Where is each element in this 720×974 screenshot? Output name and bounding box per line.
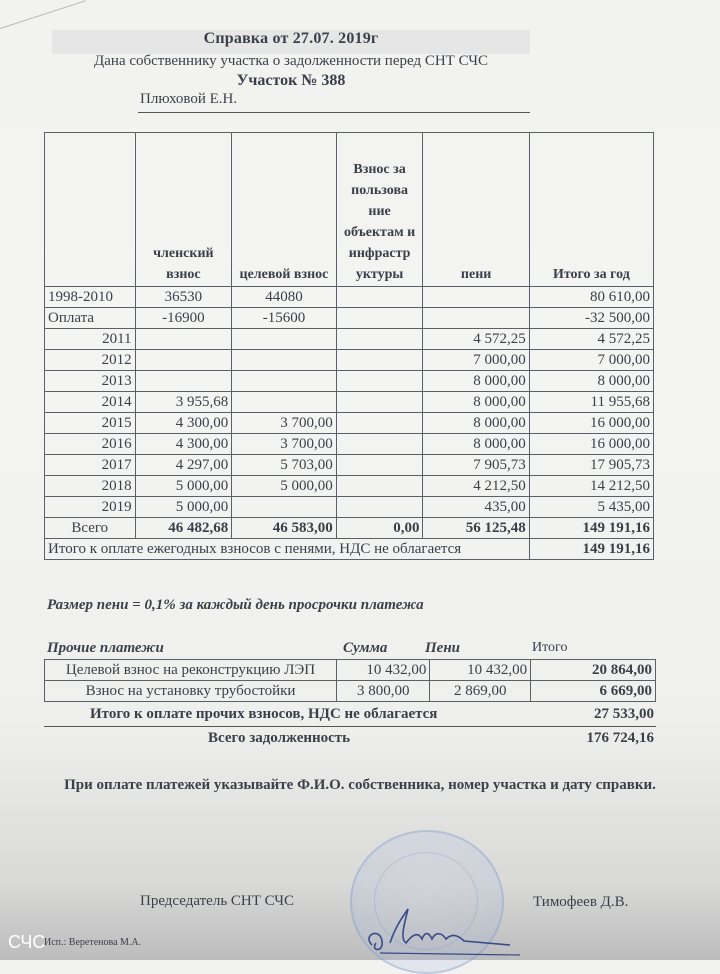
cell-infrastructure-fee [336, 371, 423, 392]
paper-edge-line [0, 0, 86, 29]
other-payment-total: 20 864,00 [531, 660, 656, 681]
debt-table-row [45, 287, 654, 308]
cell-member-fee: -16900 [135, 308, 232, 329]
other-payment-total: 6 669,00 [531, 681, 656, 702]
cell-infrastructure-fee [336, 329, 423, 350]
col-penalty: пени [423, 133, 529, 287]
cell-target-fee [232, 329, 336, 350]
penalty-note: Размер пени = 0,1% за каждый день просрочки платежа [47, 597, 424, 613]
row-period: 2014 [45, 392, 136, 413]
cell-target-fee: 44080 [232, 287, 336, 308]
cell-member-fee: 36530 [135, 287, 232, 308]
totals-member: 46 482,68 [135, 518, 232, 539]
cell-infrastructure-fee [336, 434, 423, 455]
other-payment-sum: 10 432,00 [337, 660, 430, 681]
other-col-sum: Сумма [343, 640, 388, 656]
cell-penalty: 8 000,00 [423, 434, 529, 455]
cell-infrastructure-fee [336, 497, 423, 518]
debt-table-row [45, 308, 654, 329]
debt-table [44, 132, 654, 560]
row-period: 2018 [45, 476, 136, 497]
col-period [45, 133, 136, 287]
col-infrastructure-fee: Взнос за пользова ние объектам и инфрастр уктуры [336, 133, 423, 287]
cell-infrastructure-fee [336, 392, 423, 413]
cell-infrastructure-fee [336, 413, 423, 434]
grand-total-label: Всего задолженность [208, 730, 351, 746]
cell-year-total: 16 000,00 [529, 434, 653, 455]
totals-penalty: 56 125,48 [423, 518, 529, 539]
row-period: 2019 [45, 497, 136, 518]
cell-target-fee [232, 392, 336, 413]
subtotal-divider [44, 726, 656, 727]
cell-penalty: 8 000,00 [423, 371, 529, 392]
cell-year-total: 7 000,00 [529, 350, 653, 371]
chairman-title: Председатель СНТ СЧС [140, 893, 295, 909]
document-subtitle: Дана собственнику участка о задолженности перед СНТ СЧС [94, 53, 488, 69]
col-target-fee: целевой взнос [232, 133, 336, 287]
owner-name: Плюховой Е.Н. [140, 91, 238, 107]
document-title: Справка от 27.07. 2019г [203, 30, 379, 47]
totals-infra: 0,00 [336, 518, 423, 539]
cell-infrastructure-fee [336, 308, 423, 329]
cell-year-total: 11 955,68 [529, 392, 653, 413]
cell-year-total: 16 000,00 [529, 413, 653, 434]
watermark-logo: СЧС [8, 932, 46, 952]
cell-member-fee: 4 297,00 [135, 455, 232, 476]
cell-year-total: 8 000,00 [529, 371, 653, 392]
cell-member-fee: 3 955,68 [135, 392, 232, 413]
other-subtotal-label: Итого к оплате прочих взносов, НДС не облагается [90, 706, 438, 722]
row-period: 2013 [45, 371, 136, 392]
cell-penalty [423, 287, 529, 308]
debt-table-row [45, 371, 654, 392]
cell-target-fee: 3 700,00 [232, 434, 336, 455]
cell-infrastructure-fee [336, 455, 423, 476]
grand-total-value: 176 724,16 [586, 730, 654, 746]
cell-target-fee: 5 000,00 [232, 476, 336, 497]
totals-total: 149 191,16 [529, 518, 653, 539]
row-period: 2016 [45, 434, 136, 455]
debt-table-row [45, 476, 654, 497]
cell-penalty: 8 000,00 [423, 413, 529, 434]
other-payment-row [45, 681, 656, 702]
cell-infrastructure-fee [336, 476, 423, 497]
totals-target: 46 583,00 [232, 518, 336, 539]
col-year-total: Итого за год [529, 133, 653, 287]
cell-member-fee: 5 000,00 [135, 497, 232, 518]
chairman-name: Тимофеев Д.В. [533, 894, 629, 910]
row-period: 2015 [45, 413, 136, 434]
cell-year-total: 4 572,25 [529, 329, 653, 350]
totals-row [45, 518, 654, 539]
cell-target-fee: 5 703,00 [232, 455, 336, 476]
payment-notice: При оплате платежей указывайте Ф.И.О. собственника, номер участка и дату справки. [64, 777, 656, 793]
row-period: 2012 [45, 350, 136, 371]
other-col-penalty: Пени [425, 640, 460, 656]
cell-year-total: 80 610,00 [529, 287, 653, 308]
cell-penalty: 8 000,00 [423, 392, 529, 413]
other-payment-penalty: 2 869,00 [430, 681, 531, 702]
other-payment-sum: 3 800,00 [337, 681, 430, 702]
other-col-total: Итого [532, 640, 568, 655]
cell-member-fee [135, 371, 232, 392]
other-payment-row [45, 660, 656, 681]
cell-year-total: 17 905,73 [529, 455, 653, 476]
cell-penalty: 4 212,50 [423, 476, 529, 497]
cell-member-fee: 5 000,00 [135, 476, 232, 497]
cell-penalty: 4 572,25 [423, 329, 529, 350]
cell-target-fee [232, 350, 336, 371]
debt-table-row [45, 434, 654, 455]
debt-table-header [45, 133, 654, 287]
annual-due-row [45, 539, 654, 560]
debt-table-row [45, 392, 654, 413]
annual-due-value: 149 191,16 [529, 539, 653, 560]
cell-target-fee [232, 371, 336, 392]
row-period: 2011 [45, 329, 136, 350]
debt-table-row [45, 329, 654, 350]
other-payment-name: Целевой взнос на реконструкцию ЛЭП [45, 660, 337, 681]
cell-target-fee: -15600 [232, 308, 336, 329]
debt-table-row [45, 455, 654, 476]
totals-label: Всего [45, 518, 136, 539]
cell-target-fee: 3 700,00 [232, 413, 336, 434]
debt-table-row [45, 413, 654, 434]
cell-penalty: 7 000,00 [423, 350, 529, 371]
cell-infrastructure-fee [336, 350, 423, 371]
other-payments-table [44, 659, 656, 702]
signature-scribble [360, 905, 530, 960]
debt-table-row [45, 497, 654, 518]
other-payment-penalty: 10 432,00 [430, 660, 531, 681]
cell-member-fee: 4 300,00 [135, 434, 232, 455]
row-period: 2017 [45, 455, 136, 476]
annual-due-label: Итого к оплате ежегодных взносов с пенями, НДС не облагается [45, 539, 530, 560]
cell-member-fee [135, 350, 232, 371]
other-subtotal-value: 27 533,00 [594, 706, 654, 722]
cell-penalty: 7 905,73 [423, 455, 529, 476]
cell-penalty [423, 308, 529, 329]
cell-penalty: 435,00 [423, 497, 529, 518]
row-period: Оплата [45, 308, 136, 329]
col-member-fee: членский взнос [135, 133, 232, 287]
other-payment-name: Взнос на установку трубостойки [45, 681, 337, 702]
cell-year-total: -32 500,00 [529, 308, 653, 329]
cell-member-fee [135, 329, 232, 350]
cell-infrastructure-fee [336, 287, 423, 308]
cell-member-fee: 4 300,00 [135, 413, 232, 434]
debt-table-row [45, 350, 654, 371]
cell-year-total: 14 212,50 [529, 476, 653, 497]
row-period: 1998-2010 [45, 287, 136, 308]
executor-note: Исп.: Веретенова М.А. [44, 937, 142, 948]
plot-number: Участок № 388 [236, 72, 346, 89]
owner-underline [138, 112, 530, 113]
cell-year-total: 5 435,00 [529, 497, 653, 518]
cell-target-fee [232, 497, 336, 518]
other-payments-heading: Прочие платежи [47, 640, 164, 656]
